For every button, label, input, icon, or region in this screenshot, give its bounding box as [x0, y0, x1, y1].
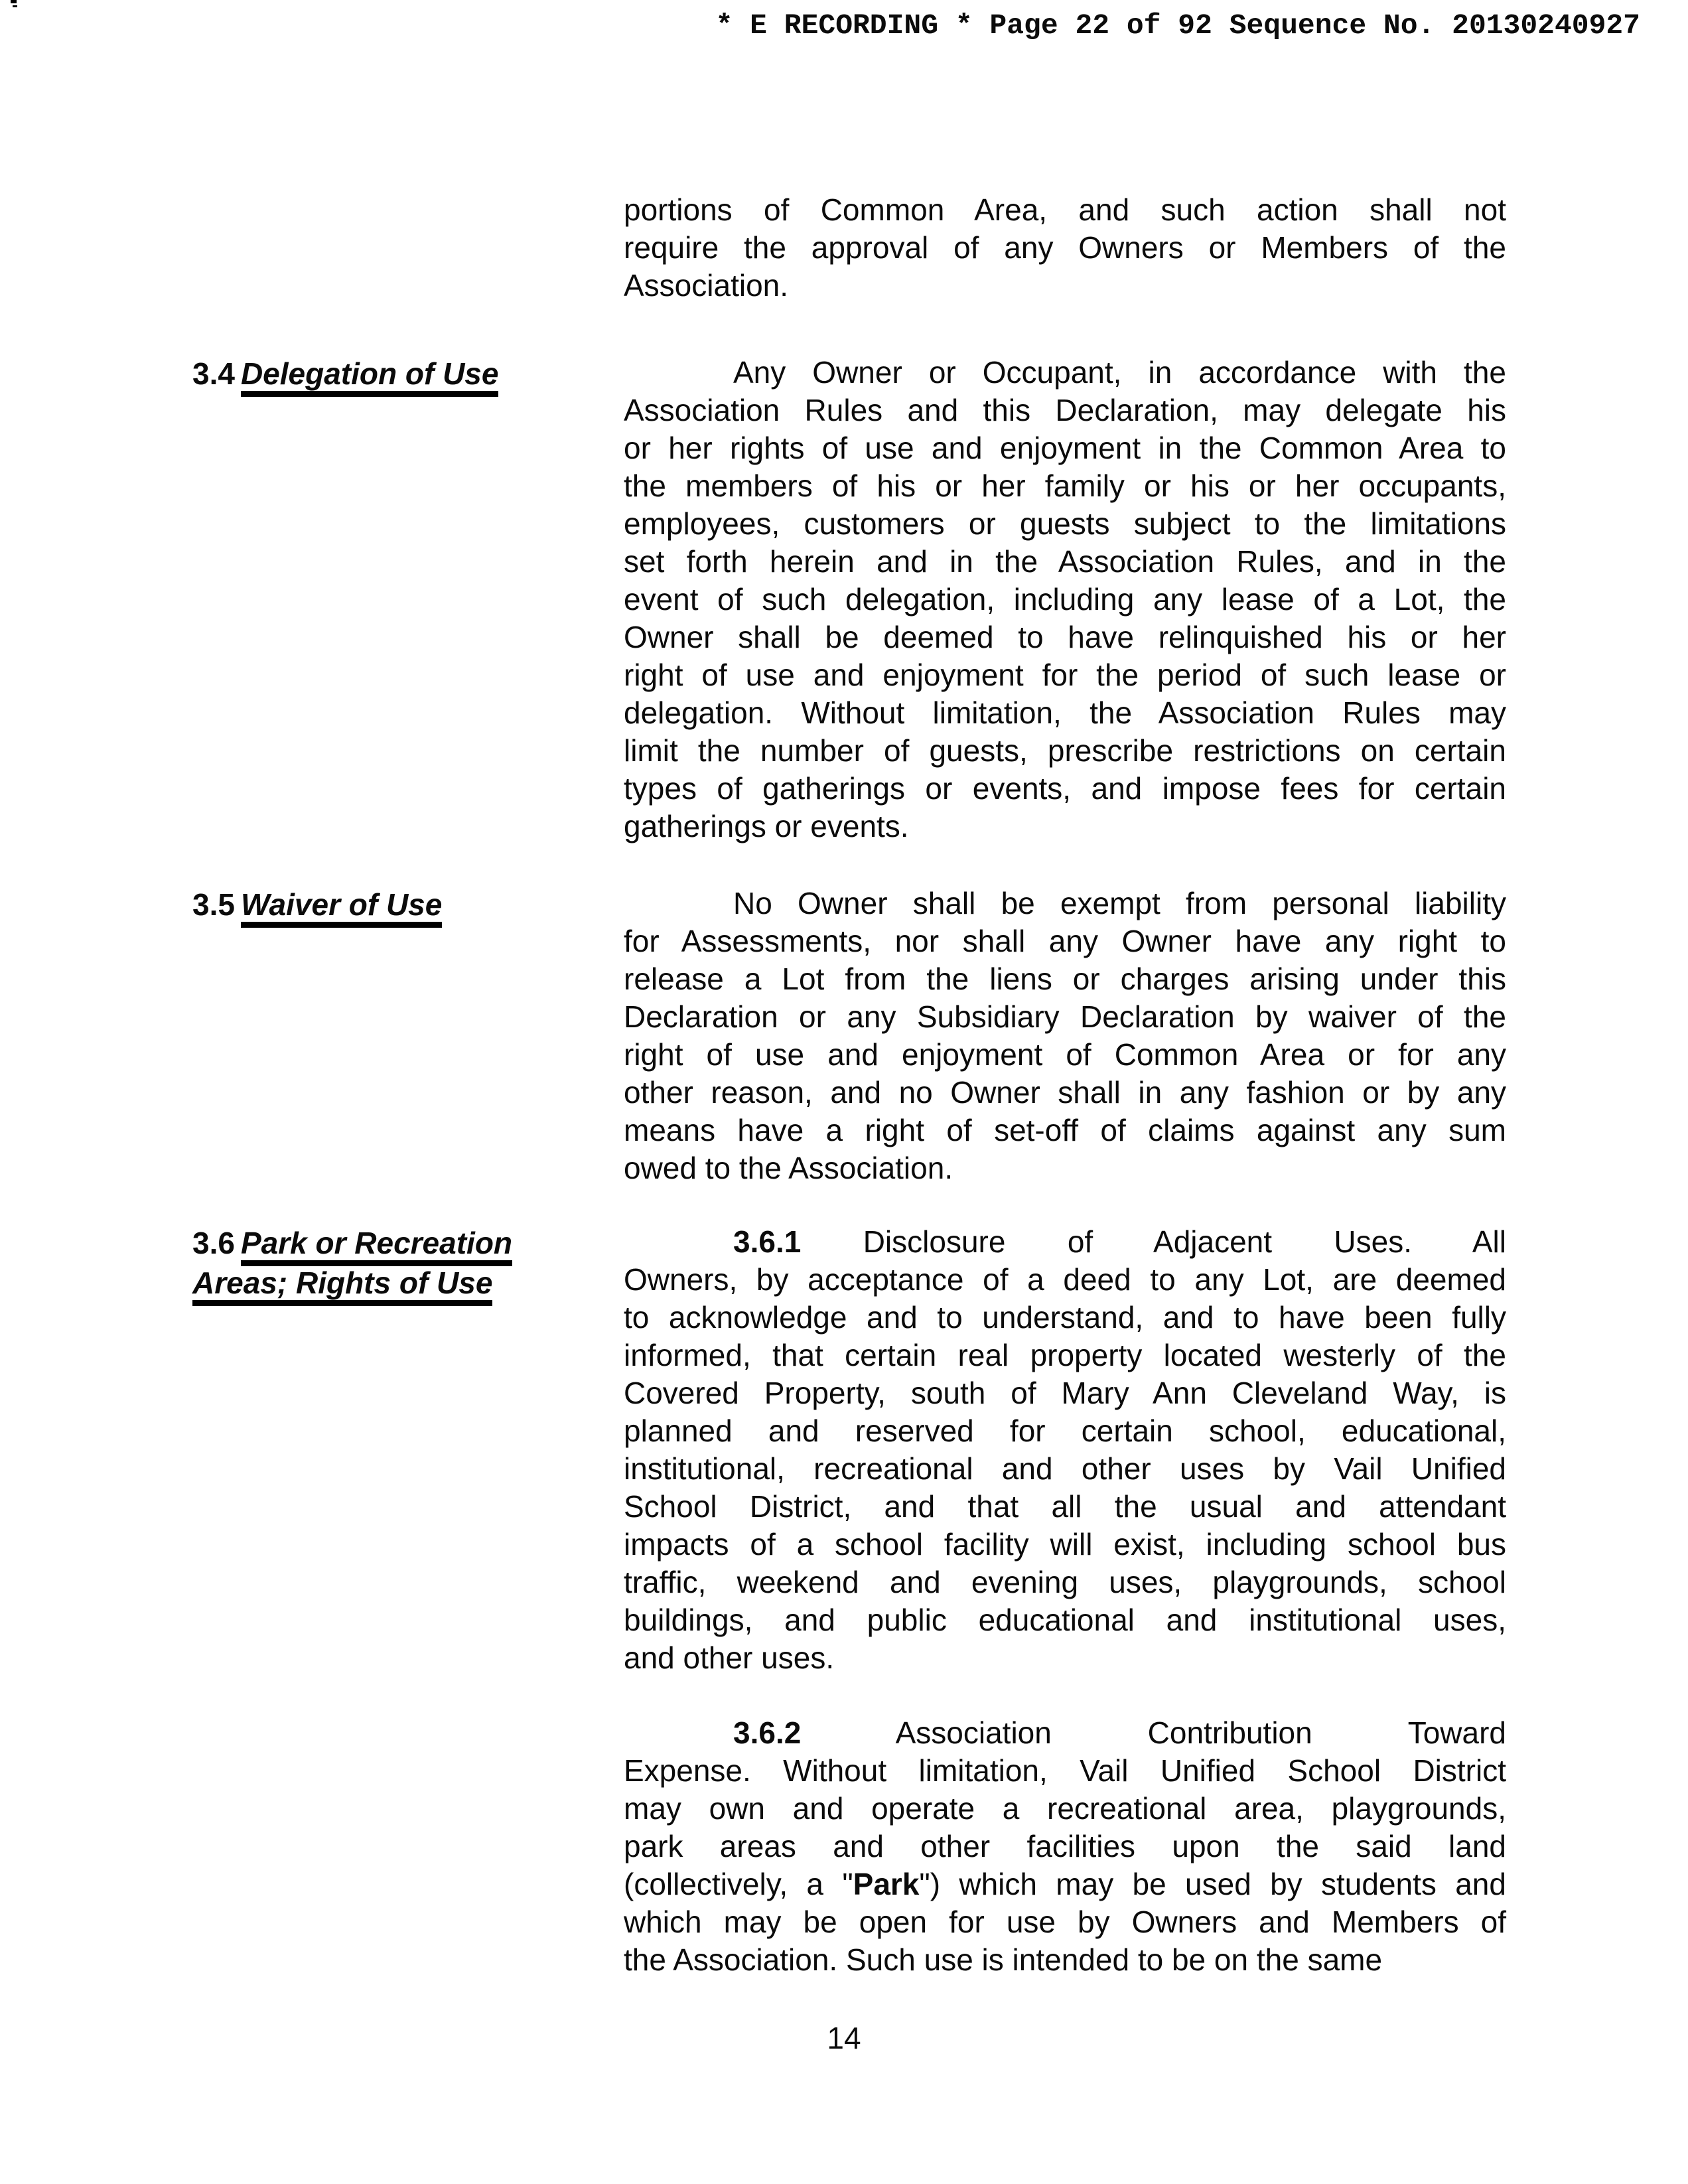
- body-text: ") which may be used by students and: [919, 1867, 1506, 1901]
- text-line: School District, and that all the usual and attendant: [624, 1489, 1506, 1524]
- scan-artifact: [11, 0, 17, 3]
- text-line: delegation. Without limitation, the Association Rules may: [624, 695, 1506, 730]
- text-line: right of use and enjoyment of Common Area or for any: [624, 1037, 1506, 1072]
- text-line: to acknowledge and to understand, and to have been fully: [624, 1300, 1506, 1335]
- paragraph-column: [624, 191, 1506, 305]
- text-line: may own and operate a recreational area, playgrounds,: [624, 1791, 1506, 1826]
- section-title: Park or Recreation: [241, 1226, 512, 1266]
- text-line: buildings, and public educational and institutional uses,: [624, 1603, 1506, 1637]
- heading-line: [192, 885, 624, 924]
- text-line: the members of his or her family or his or her occupants,: [624, 469, 1506, 503]
- text-line: [624, 1865, 1506, 1903]
- recording-header: * E RECORDING * Page 22 of 92 Sequence No. 20130240927: [715, 9, 1640, 42]
- paragraph: [624, 885, 1506, 1187]
- text-line: Any Owner or Occupant, in accordance with the: [733, 355, 1506, 390]
- paragraph: [624, 1714, 1506, 1979]
- section-row: [0, 191, 1688, 305]
- section-title: Delegation of Use: [241, 356, 499, 397]
- section-heading: [192, 354, 624, 845]
- section-title: Waiver of Use: [241, 887, 442, 928]
- text-line: Association Rules and this Declaration, may delegate his: [624, 393, 1506, 427]
- text-line: and other uses.: [624, 1640, 835, 1675]
- section-heading: [192, 191, 624, 305]
- text-line: right of use and enjoyment for the period of such lease or: [624, 658, 1506, 692]
- paragraph: [624, 354, 1506, 845]
- body-text: (collectively, a ": [624, 1867, 853, 1901]
- text-line: set forth herein and in the Association Rules, and in the: [624, 544, 1506, 579]
- section-number: 3.6: [192, 1226, 235, 1260]
- heading-line: [192, 1263, 624, 1303]
- text-line: require the approval of any Owners or Members of the: [624, 230, 1506, 265]
- heading-line: [192, 354, 624, 394]
- text-line: institutional, recreational and other uses by Vail Unified: [624, 1451, 1506, 1486]
- text-line: park areas and other facilities upon the said land: [624, 1829, 1506, 1863]
- text-line: release a Lot from the liens or charges arising under this: [624, 962, 1506, 996]
- text-line: the Association. Such use is intended to be on the same: [624, 1942, 1383, 1977]
- text-line: other reason, and no Owner shall in any fashion or by any: [624, 1075, 1506, 1110]
- text-line: Expense. Without limitation, Vail Unified School District: [624, 1753, 1506, 1788]
- section-row: [0, 885, 1688, 1187]
- text-line: limit the number of guests, prescribe restrictions on certain: [624, 733, 1506, 768]
- text-line: impacts of a school facility will exist, including school bus: [624, 1527, 1506, 1562]
- section-row: [0, 354, 1688, 845]
- paragraph-column: [624, 1223, 1506, 1979]
- text-line: [624, 1223, 1506, 1261]
- body-text: Association Contribution Toward: [801, 1715, 1506, 1750]
- text-line: Association.: [624, 268, 789, 303]
- section-heading: [192, 885, 624, 1187]
- paragraph: [624, 191, 1506, 305]
- text-line: [624, 1714, 1506, 1752]
- text-line: means have a right of set-off of claims against any sum: [624, 1113, 1506, 1147]
- text-line: No Owner shall be exempt from personal liability: [733, 886, 1506, 920]
- text-line: planned and reserved for certain school, educational,: [624, 1414, 1506, 1448]
- bold-text: 3.6.1: [733, 1224, 802, 1259]
- text-line: portions of Common Area, and such action shall not: [624, 192, 1506, 227]
- text-line: or her rights of use and enjoyment in the Common Area to: [624, 431, 1506, 465]
- text-line: types of gatherings or events, and impose fees for certain: [624, 771, 1506, 806]
- text-line: employees, customers or guests subject to the limitations: [624, 506, 1506, 541]
- page-number: 14: [827, 2021, 861, 2055]
- text-line: for Assessments, nor shall any Owner have any right to: [624, 924, 1506, 958]
- paragraph-column: [624, 885, 1506, 1187]
- text-line: event of such delegation, including any lease of a Lot, the: [624, 582, 1506, 617]
- text-line: which may be open for use by Owners and Members of: [624, 1905, 1506, 1939]
- text-line: Owner shall be deemed to have relinquished his or her: [624, 620, 1506, 654]
- paragraph: [624, 1223, 1506, 1677]
- paragraph-column: [624, 354, 1506, 845]
- body-text: Disclosure of Adjacent Uses. All: [801, 1224, 1506, 1259]
- section-number: 3.5: [192, 887, 235, 922]
- bold-text: Park: [853, 1867, 920, 1901]
- content: [0, 191, 1688, 1979]
- section-title: Areas; Rights of Use: [192, 1266, 492, 1306]
- text-line: gatherings or events.: [624, 809, 909, 843]
- text-line: Owners, by acceptance of a deed to any Lot, are deemed: [624, 1262, 1506, 1297]
- bold-text: 3.6.2: [733, 1715, 802, 1750]
- text-line: informed, that certain real property located westerly of the: [624, 1338, 1506, 1372]
- heading-line: [192, 1223, 624, 1263]
- section-number: 3.4: [192, 356, 235, 391]
- text-line: traffic, weekend and evening uses, playgrounds, school: [624, 1565, 1506, 1599]
- text-line: owed to the Association.: [624, 1151, 953, 1185]
- text-line: Declaration or any Subsidiary Declaration by waiver of the: [624, 999, 1506, 1034]
- section-heading: [192, 1223, 624, 1979]
- text-line: Covered Property, south of Mary Ann Cleveland Way, is: [624, 1376, 1506, 1410]
- section-row: [0, 1223, 1688, 1979]
